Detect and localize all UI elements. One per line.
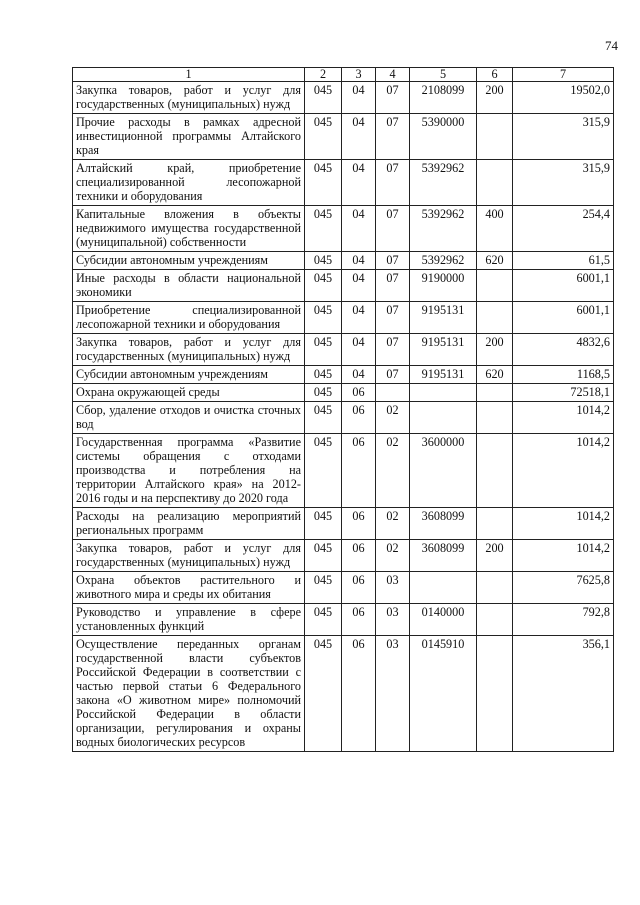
- row-target-code: [410, 384, 477, 402]
- row-amount: 315,9: [513, 160, 614, 206]
- row-target-code: 3600000: [410, 434, 477, 508]
- row-department-code: 045: [305, 270, 342, 302]
- row-expense-type-code: [477, 434, 513, 508]
- table-row: [73, 206, 614, 252]
- row-section-code: 06: [342, 540, 376, 572]
- row-department-code: 045: [305, 434, 342, 508]
- row-subsection-code: 07: [376, 252, 410, 270]
- row-section-code: 04: [342, 334, 376, 366]
- row-expense-type-code: 620: [477, 252, 513, 270]
- row-expense-type-code: 620: [477, 366, 513, 384]
- row-amount: 356,1: [513, 636, 614, 752]
- row-name: Алтайский край, приобретение специализированной лесопожарной техники и оборудования: [73, 160, 305, 206]
- table-row: [73, 540, 614, 572]
- row-name: Закупка товаров, работ и услуг для государственных (муниципальных) нужд: [73, 540, 305, 572]
- budget-table: [72, 67, 614, 752]
- row-subsection-code: 03: [376, 572, 410, 604]
- header-col-3: 3: [342, 68, 376, 82]
- row-subsection-code: 02: [376, 434, 410, 508]
- row-name: Субсидии автономным учреждениям: [73, 252, 305, 270]
- row-subsection-code: [376, 384, 410, 402]
- table-row: [73, 366, 614, 384]
- row-section-code: 06: [342, 604, 376, 636]
- row-name: Осуществление переданных органам государственной власти субъектов Российской Федерации в соответствии с частью первой статьи 6 Федерального закона «О животном мире» полномочий Российской Федерации в области организации, регулирования и охраны водных биологических ресурсов: [73, 636, 305, 752]
- row-amount: 1168,5: [513, 366, 614, 384]
- row-department-code: 045: [305, 302, 342, 334]
- row-name: Субсидии автономным учреждениям: [73, 366, 305, 384]
- row-department-code: 045: [305, 540, 342, 572]
- row-target-code: 9195131: [410, 366, 477, 384]
- row-department-code: 045: [305, 572, 342, 604]
- row-department-code: 045: [305, 252, 342, 270]
- row-section-code: 04: [342, 206, 376, 252]
- header-col-5: 5: [410, 68, 477, 82]
- row-subsection-code: 07: [376, 206, 410, 252]
- row-expense-type-code: [477, 402, 513, 434]
- row-amount: 792,8: [513, 604, 614, 636]
- table-row: [73, 270, 614, 302]
- row-amount: 1014,2: [513, 540, 614, 572]
- table-row: [73, 252, 614, 270]
- row-subsection-code: 07: [376, 114, 410, 160]
- header-col-4: 4: [376, 68, 410, 82]
- row-target-code: 2108099: [410, 82, 477, 114]
- row-department-code: 045: [305, 366, 342, 384]
- row-section-code: 04: [342, 366, 376, 384]
- row-expense-type-code: [477, 114, 513, 160]
- row-name: Закупка товаров, работ и услуг для государственных (муниципальных) нужд: [73, 82, 305, 114]
- table-row: [73, 82, 614, 114]
- header-col-7: 7: [513, 68, 614, 82]
- row-amount: 6001,1: [513, 270, 614, 302]
- table-row: [73, 604, 614, 636]
- row-subsection-code: 03: [376, 604, 410, 636]
- row-section-code: 04: [342, 160, 376, 206]
- row-name: Охрана объектов растительного и животного мира и среды их обитания: [73, 572, 305, 604]
- row-name: Капитальные вложения в объекты недвижимого имущества государственной (муниципальной) собственности: [73, 206, 305, 252]
- row-target-code: 5392962: [410, 206, 477, 252]
- row-department-code: 045: [305, 160, 342, 206]
- row-amount: 72518,1: [513, 384, 614, 402]
- table-row: [73, 636, 614, 752]
- row-subsection-code: 07: [376, 334, 410, 366]
- row-amount: 315,9: [513, 114, 614, 160]
- table-row: [73, 114, 614, 160]
- row-section-code: 06: [342, 508, 376, 540]
- table-header-row: [73, 68, 614, 82]
- row-name: Прочие расходы в рамках адресной инвестиционной программы Алтайского края: [73, 114, 305, 160]
- row-target-code: 9195131: [410, 302, 477, 334]
- row-expense-type-code: [477, 160, 513, 206]
- row-expense-type-code: [477, 384, 513, 402]
- row-department-code: 045: [305, 604, 342, 636]
- row-subsection-code: 02: [376, 402, 410, 434]
- row-amount: 1014,2: [513, 402, 614, 434]
- row-amount: 61,5: [513, 252, 614, 270]
- row-target-code: 9190000: [410, 270, 477, 302]
- row-section-code: 06: [342, 384, 376, 402]
- header-col-2: 2: [305, 68, 342, 82]
- table-row: [73, 384, 614, 402]
- row-name: Закупка товаров, работ и услуг для государственных (муниципальных) нужд: [73, 334, 305, 366]
- row-subsection-code: 07: [376, 160, 410, 206]
- row-amount: 6001,1: [513, 302, 614, 334]
- row-name: Иные расходы в области национальной экономики: [73, 270, 305, 302]
- row-name: Государственная программа «Развитие системы обращения с отходами производства и потребления на территории Алтайского края» на 2012-2016 годы и на перспективу до 2020 года: [73, 434, 305, 508]
- row-department-code: 045: [305, 206, 342, 252]
- row-amount: 1014,2: [513, 434, 614, 508]
- row-expense-type-code: 400: [477, 206, 513, 252]
- row-department-code: 045: [305, 82, 342, 114]
- row-target-code: 3608099: [410, 508, 477, 540]
- row-section-code: 04: [342, 252, 376, 270]
- row-target-code: [410, 402, 477, 434]
- row-department-code: 045: [305, 402, 342, 434]
- table-row: [73, 334, 614, 366]
- row-expense-type-code: [477, 636, 513, 752]
- row-target-code: 0140000: [410, 604, 477, 636]
- row-expense-type-code: 200: [477, 334, 513, 366]
- row-department-code: 045: [305, 636, 342, 752]
- header-col-6: 6: [477, 68, 513, 82]
- row-subsection-code: 07: [376, 82, 410, 114]
- row-department-code: 045: [305, 508, 342, 540]
- table-row: [73, 508, 614, 540]
- row-target-code: [410, 572, 477, 604]
- row-name: Охрана окружающей среды: [73, 384, 305, 402]
- row-section-code: 06: [342, 434, 376, 508]
- row-target-code: 3608099: [410, 540, 477, 572]
- row-target-code: 5390000: [410, 114, 477, 160]
- row-target-code: 5392962: [410, 160, 477, 206]
- row-expense-type-code: 200: [477, 540, 513, 572]
- table-row: [73, 160, 614, 206]
- row-subsection-code: 07: [376, 270, 410, 302]
- page-number: 74: [605, 38, 618, 53]
- row-section-code: 06: [342, 636, 376, 752]
- row-department-code: 045: [305, 384, 342, 402]
- row-subsection-code: 03: [376, 636, 410, 752]
- row-name: Руководство и управление в сфере установленных функций: [73, 604, 305, 636]
- row-subsection-code: 02: [376, 508, 410, 540]
- table-row: [73, 402, 614, 434]
- row-name: Приобретение специализированной лесопожарной техники и оборудования: [73, 302, 305, 334]
- row-amount: 1014,2: [513, 508, 614, 540]
- row-name: Сбор, удаление отходов и очистка сточных вод: [73, 402, 305, 434]
- table-row: [73, 302, 614, 334]
- row-section-code: 04: [342, 302, 376, 334]
- row-expense-type-code: [477, 270, 513, 302]
- row-section-code: 04: [342, 114, 376, 160]
- row-section-code: 06: [342, 572, 376, 604]
- row-amount: 254,4: [513, 206, 614, 252]
- row-target-code: 0145910: [410, 636, 477, 752]
- table-row: [73, 572, 614, 604]
- row-department-code: 045: [305, 334, 342, 366]
- row-amount: 7625,8: [513, 572, 614, 604]
- row-expense-type-code: [477, 508, 513, 540]
- row-expense-type-code: [477, 604, 513, 636]
- row-subsection-code: 07: [376, 366, 410, 384]
- row-section-code: 04: [342, 82, 376, 114]
- row-subsection-code: 07: [376, 302, 410, 334]
- row-section-code: 06: [342, 402, 376, 434]
- row-subsection-code: 02: [376, 540, 410, 572]
- row-section-code: 04: [342, 270, 376, 302]
- row-expense-type-code: [477, 302, 513, 334]
- row-name: Расходы на реализацию мероприятий региональных программ: [73, 508, 305, 540]
- row-expense-type-code: 200: [477, 82, 513, 114]
- row-amount: 4832,6: [513, 334, 614, 366]
- row-amount: 19502,0: [513, 82, 614, 114]
- header-col-1: 1: [73, 68, 305, 82]
- row-department-code: 045: [305, 114, 342, 160]
- table-row: [73, 434, 614, 508]
- row-target-code: 9195131: [410, 334, 477, 366]
- row-target-code: 5392962: [410, 252, 477, 270]
- row-expense-type-code: [477, 572, 513, 604]
